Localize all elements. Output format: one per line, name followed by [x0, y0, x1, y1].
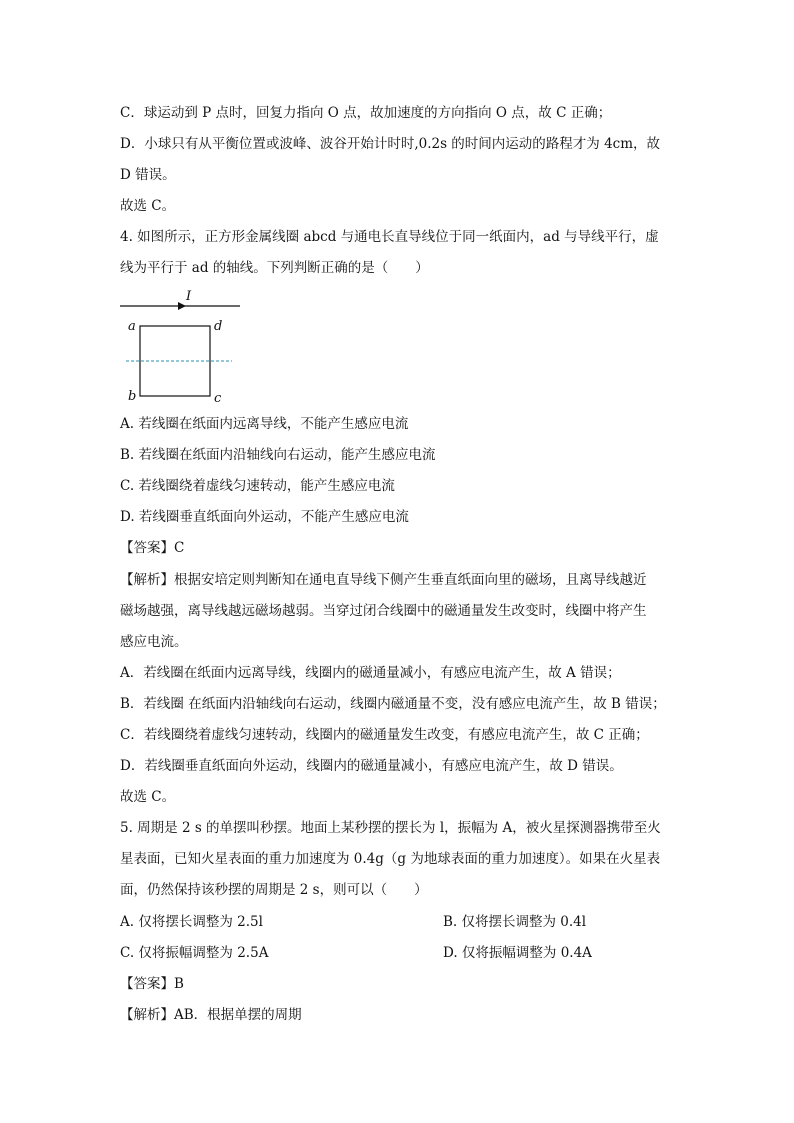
question-5-stem: 面，仍然保持该秒摆的周期是 2 s，则可以（ ） — [120, 882, 428, 898]
corner-label-b: b — [128, 389, 137, 404]
conclusion-line: 故选 C。 — [120, 789, 176, 805]
option-d: D. 若线圈垂直纸面向外运动，不能产生感应电流 — [120, 509, 409, 525]
q5-option-b: B. 仅将摆长调整为 0.4l — [443, 914, 587, 930]
text-line: D．小球只有从平衡位置或波峰、波谷开始计时时,0.2s 的时间内运动的路程才为 4cm，故 — [120, 136, 661, 152]
analysis-line: 【解析】AB．根据单摆的周期 — [120, 1007, 302, 1023]
analysis-line: 感应电流。 — [120, 634, 188, 650]
question-5-stem: 星表面，已知火星表面的重力加速度为 0.4g（g 为地球表面的重力加速度）。如果在火星表 — [120, 851, 661, 867]
question-5-stem: 5. 周期是 2 s 的单摆叫秒摆。地面上某秒摆的摆长为 l，振幅为 A，被火星探测器携带至火 — [120, 820, 661, 836]
analysis-line: A．若线圈在纸面内远离导线，线圈内的磁通量减小，有感应电流产生，故 A 错误； — [120, 665, 621, 681]
text-line: C．球运动到 P 点时，回复力指向 O 点，故加速度的方向指向 O 点，故 C 正确； — [120, 105, 612, 121]
text-line: 故选 C。 — [120, 198, 176, 214]
question-4-stem: 4. 如图所示，正方形金属线圈 abcd 与通电长直导线位于同一纸面内，ad 与导线平行，虚 — [120, 229, 659, 245]
answer-label: 【答案】B — [120, 976, 184, 992]
current-arrow — [178, 302, 186, 310]
current-label: I — [186, 289, 192, 304]
q5-option-a: A. 仅将摆长调整为 2.5l — [120, 914, 263, 930]
option-a: A. 若线圈在纸面内远离导线，不能产生感应电流 — [120, 416, 409, 432]
question-4-stem: 线为平行于 ad 的轴线。下列判断正确的是（ ） — [120, 260, 429, 276]
q5-option-d: D. 仅将振幅调整为 0.4A — [443, 945, 592, 961]
analysis-line: 磁场越强，离导线越远磁场越弱。当穿过闭合线圈中的磁通量发生改变时，线圈中将产生 — [120, 603, 647, 619]
square-coil — [140, 326, 210, 396]
answer-label: 【答案】C — [120, 540, 185, 556]
analysis-line: 【解析】根据安培定则判断知在通电直导线下侧产生垂直纸面向里的磁场，且离导线越近 — [120, 572, 647, 588]
text-line: D 错误。 — [120, 167, 176, 183]
option-c: C. 若线圈绕着虚线匀速转动，能产生感应电流 — [120, 478, 395, 494]
analysis-line: B．若线圈 在纸面内沿轴线向右运动，线圈内磁通量不变，没有感应电流产生，故 B 错误； — [120, 696, 666, 712]
analysis-line: C．若线圈绕着虚线匀速转动，线圈内的磁通量发生改变，有感应电流产生，故 C 正确； — [120, 727, 649, 743]
coil-wire-figure — [120, 286, 244, 406]
analysis-line: D．若线圈垂直纸面向外运动，线圈内的磁通量减小，有感应电流产生，故 D 错误。 — [120, 758, 623, 774]
q5-option-c: C. 仅将振幅调整为 2.5A — [120, 945, 269, 961]
corner-label-a: a — [128, 319, 136, 334]
option-b: B. 若线圈在纸面内沿轴线向右运动，能产生感应电流 — [120, 447, 436, 463]
corner-label-c: c — [214, 391, 222, 406]
corner-label-d: d — [214, 319, 223, 334]
